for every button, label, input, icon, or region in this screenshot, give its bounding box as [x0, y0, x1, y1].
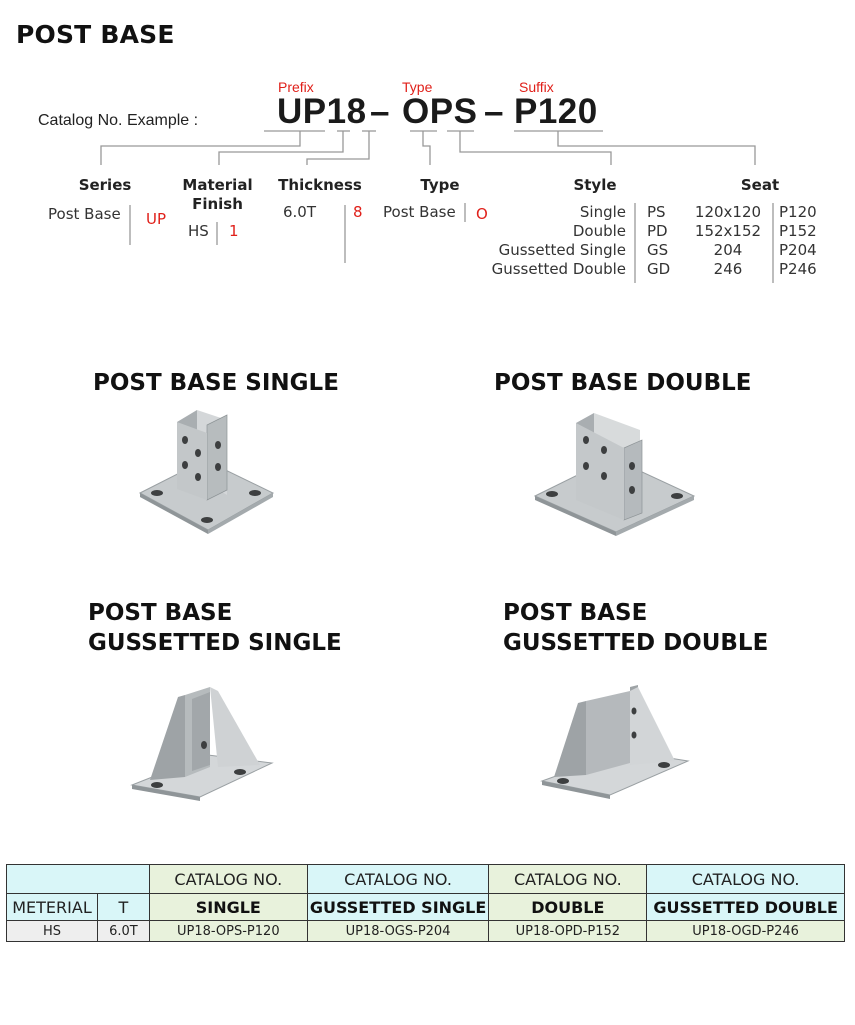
seat-size: 152x152 — [694, 222, 762, 240]
post-base-gussetted-single-image — [130, 685, 275, 805]
code-dash-2: – — [484, 92, 504, 131]
table-cell-t: 6.0T — [97, 921, 149, 942]
table-header-t: T — [97, 894, 149, 921]
table-cell-single: UP18-OPS-P120 — [149, 921, 307, 942]
style-code: GD — [647, 260, 671, 278]
seat-size: 246 — [713, 260, 743, 278]
style-name: Gussetted Double — [491, 260, 626, 278]
table-header-catalog-no: CATALOG NO. — [489, 865, 647, 894]
code-dash-1: – — [370, 92, 390, 131]
post-base-gussetted-double-image — [540, 683, 690, 803]
seat-code: P204 — [779, 241, 817, 259]
style-code: PS — [647, 203, 666, 221]
catalog-example-label: Catalog No. Example : — [38, 112, 199, 129]
material-code: 1 — [229, 222, 239, 240]
style-name: Double — [572, 222, 626, 240]
suffix-label: Suffix — [519, 79, 554, 95]
code-part-type: OPS — [402, 92, 478, 131]
thickness-code: 8 — [353, 203, 363, 221]
seat-code: P246 — [779, 260, 817, 278]
table-header-double: DOUBLE — [489, 894, 647, 921]
table-header-blank — [7, 865, 150, 894]
series-header: Series — [78, 176, 132, 194]
prefix-label: Prefix — [278, 79, 314, 95]
seat-size: 120x120 — [694, 203, 762, 221]
seat-size: 204 — [713, 241, 743, 259]
style-header: Style — [573, 176, 617, 194]
table-header-single: SINGLE — [149, 894, 307, 921]
table-header-material: METERIAL — [7, 894, 98, 921]
product-title-gussetted-double-l2: GUSSETTED DOUBLE — [503, 630, 769, 656]
material-name: HS — [188, 222, 209, 240]
product-title-gussetted-single-l1: POST BASE — [88, 600, 233, 626]
table-cell-material: HS — [7, 921, 98, 942]
product-title-gussetted-single-l2: GUSSETTED SINGLE — [88, 630, 342, 656]
table-cell-double: UP18-OPD-P152 — [489, 921, 647, 942]
thickness-name: 6.0T — [283, 203, 317, 221]
seat-code: P120 — [779, 203, 817, 221]
post-base-single-image — [135, 405, 275, 535]
page-title: POST BASE — [16, 20, 175, 49]
series-code: UP — [146, 210, 167, 228]
type-code: O — [476, 205, 488, 223]
style-code: GS — [647, 241, 669, 259]
table-header-catalog-no: CATALOG NO. — [307, 865, 489, 894]
table-header-catalog-no: CATALOG NO. — [149, 865, 307, 894]
product-title-gussetted-double-l1: POST BASE — [503, 600, 648, 626]
type-header: Type — [420, 176, 460, 194]
table-header-gussetted-single: GUSSETTED SINGLE — [307, 894, 489, 921]
table-cell-gussetted-double: UP18-OGD-P246 — [647, 921, 845, 942]
table-header-catalog-no: CATALOG NO. — [647, 865, 845, 894]
style-code: PD — [647, 222, 668, 240]
table-header-gussetted-double: GUSSETTED DOUBLE — [647, 894, 845, 921]
style-name: Single — [579, 203, 626, 221]
style-name: Gussetted Single — [498, 241, 626, 259]
product-title-single: POST BASE SINGLE — [93, 370, 339, 396]
type-label: Type — [402, 79, 433, 95]
table-cell-gussetted-single: UP18-OGS-P204 — [307, 921, 489, 942]
product-title-double: POST BASE DOUBLE — [494, 370, 752, 396]
table-row — [7, 921, 845, 942]
thickness-header: Thickness — [278, 176, 362, 194]
seat-header: Seat — [740, 176, 780, 194]
seat-code: P152 — [779, 222, 817, 240]
post-base-double-image — [532, 408, 697, 538]
catalog-table — [6, 864, 845, 942]
type-name: Post Base — [383, 203, 456, 221]
code-part-series: UP18 — [277, 92, 367, 131]
series-name: Post Base — [48, 205, 121, 223]
code-part-suffix: P120 — [514, 92, 598, 131]
material-header: Material Finish — [182, 176, 253, 213]
